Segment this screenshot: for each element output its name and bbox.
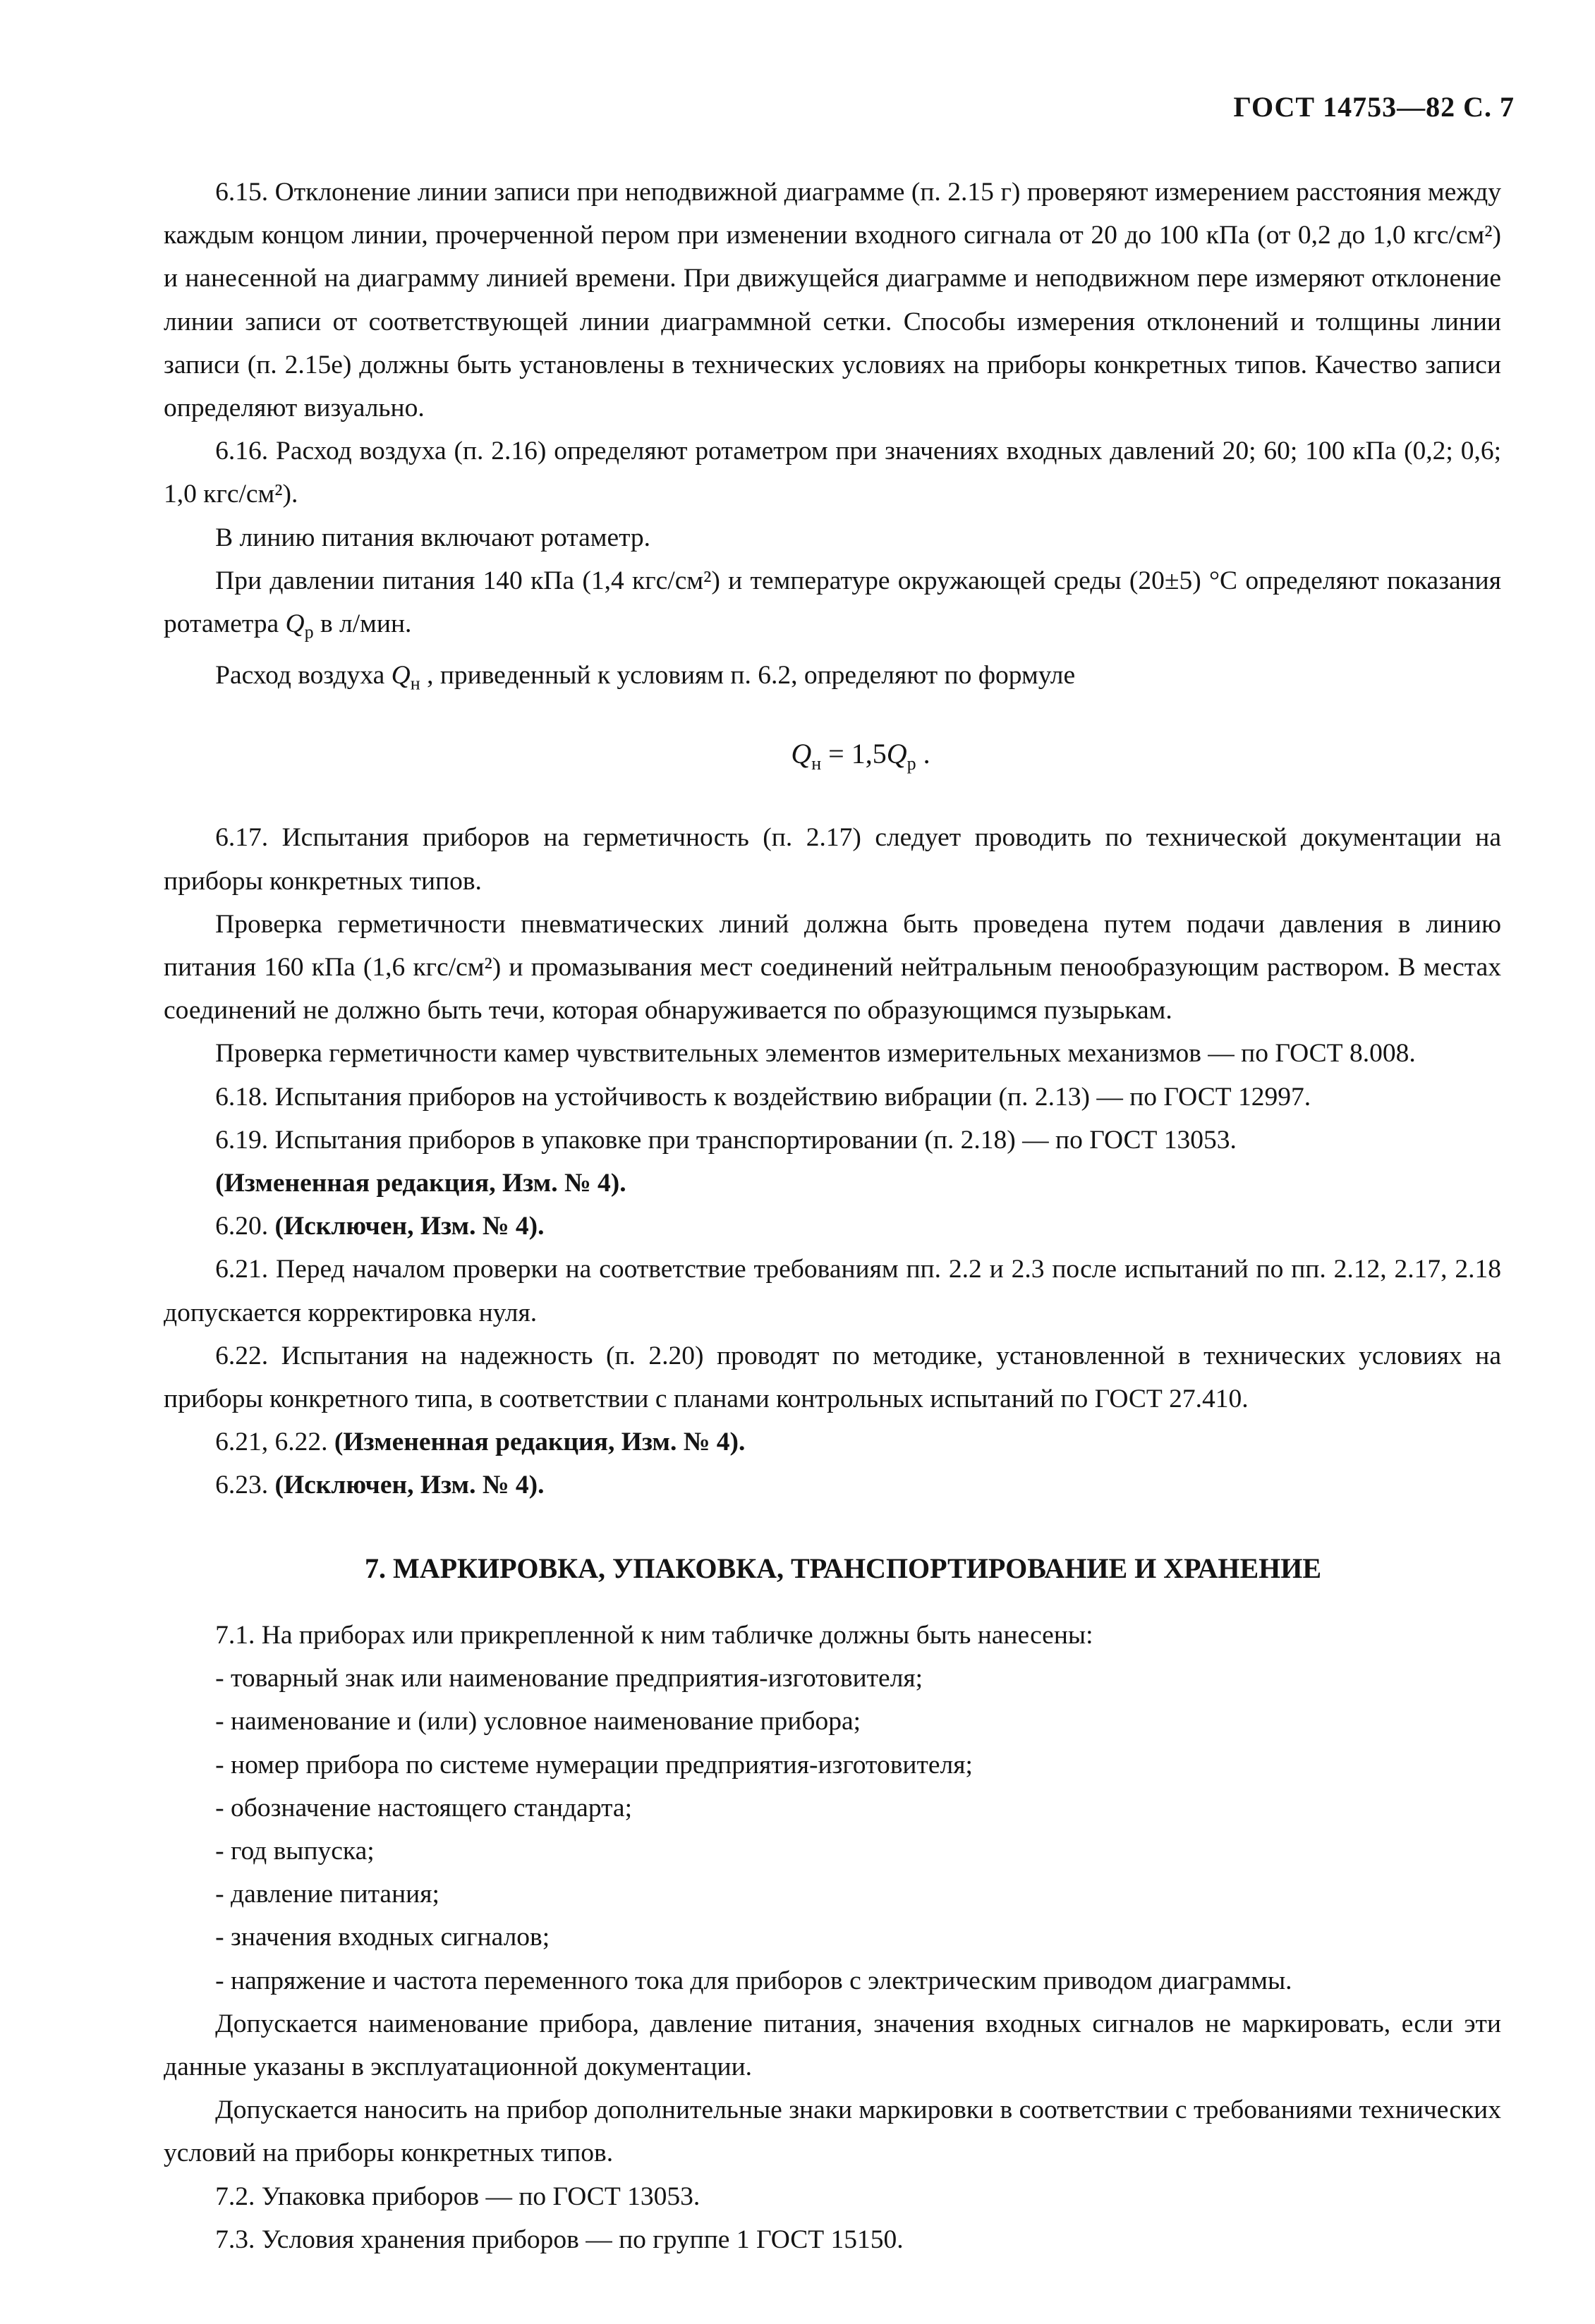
document-body: [164, 171, 1501, 2261]
amendment-6-19: [164, 1162, 1501, 1205]
amendment-text: (Исключен, Изм. № 4).: [274, 1471, 545, 1500]
page-header: ГОСТ 14753—82 С. 7: [1233, 91, 1515, 123]
var-q: Q: [391, 660, 411, 690]
paragraph-6-16: 6.16. Расход воздуха (п. 2.16) определяют ротаметром при значениях входных давлений 20; 60; 100 кПа (0,2; 0,6; 1,0 кгс/см²).: [164, 437, 1501, 509]
list-item: - давление питания;: [164, 1873, 1501, 1916]
paragraph-chamber-check: Проверка герметичности камер чувствительных элементов измерительных механизмов — по ГОСТ 8.008.: [215, 1039, 1416, 1069]
paragraph-6-22: 6.22. Испытания на надежность (п. 2.20) проводят по методике, установленной в технических условиях на приборы конкретного типа, в соответствии с планами контрольных испытаний по ГОСТ 27.410.: [164, 1341, 1501, 1414]
paragraph-flow: [164, 654, 1501, 705]
paragraph-7-2: 7.2. Упаковка приборов — по ГОСТ 13053.: [215, 2182, 701, 2211]
formula-lhs: Q: [791, 738, 812, 770]
paragraph-rotameter-line: В линию питания включают ротаметр.: [215, 523, 651, 552]
paragraph-6-17: 6.17. Испытания приборов на герметичность (п. 2.17) следует проводить по технической документации на приборы конкретных типов.: [164, 823, 1501, 896]
paragraph-6-21: 6.21. Перед началом проверки на соответствие требованиям пп. 2.2 и 2.3 после испытаний по пп. 2.12, 2.17, 2.18 допускается корректировка нуля.: [164, 1255, 1501, 1327]
paragraph-rotameter-reading: [164, 559, 1501, 654]
list-item: - номер прибора по системе нумерации предприятия-изготовителя;: [164, 1744, 1501, 1787]
formula-rhs-sub: р: [906, 753, 916, 774]
list-item: - товарный знак или наименование предприятия-изготовителя;: [164, 1657, 1501, 1700]
formula-lhs-sub: н: [811, 753, 822, 774]
paragraph-additional-marks: Допускается наносить на прибор дополнительные знаки маркировки в соответствии с требованиями технических условий на приборы конкретных типов.: [164, 2095, 1501, 2168]
subscript: н: [410, 673, 420, 694]
amendment-text: (Измененная редакция, Изм. № 4).: [215, 1169, 626, 1198]
clause-number: 6.20.: [215, 1212, 275, 1241]
subscript: р: [304, 621, 314, 643]
paragraph-7-1: 7.1. На приборах или прикрепленной к ним табличке должны быть нанесены:: [215, 1620, 1093, 1650]
var-q: Q: [285, 609, 305, 639]
list-item: - напряжение и частота переменного тока для приборов с электрическим приводом диаграммы.: [164, 1959, 1501, 2002]
paragraph-6-18: 6.18. Испытания приборов на устойчивость к воздействию вибрации (п. 2.13) — по ГОСТ 12997.: [215, 1082, 1311, 1112]
list-item: - значения входных сигналов;: [164, 1916, 1501, 1959]
text: При давлении питания 140 кПа (1,4 кгс/см²) и температуре окружающей среды (20±5) °С определяют показания ротаметра: [164, 566, 1501, 639]
paragraph-pneumatic-check: Проверка герметичности пневматических линий должна быть проведена путем подачи давления в линию питания 160 кПа (1,6 кгс/см²) и промазывания мест соединений нейтральным пенообразующим раствором. В местах соединений не должно быть течи, которая обнаруживается по образующимся пузырькам.: [164, 909, 1501, 1026]
formula-end: .: [916, 738, 930, 770]
text: в л/мин.: [313, 609, 412, 639]
paragraph-6-19: 6.19. Испытания приборов в упаковке при транспортировании (п. 2.18) — по ГОСТ 13053.: [215, 1125, 1237, 1155]
formula-rhs: Q: [886, 738, 907, 770]
clause-number: 6.23.: [215, 1471, 275, 1500]
formula-middle: = 1,5: [821, 738, 887, 770]
amendment-text: (Измененная редакция, Изм. № 4).: [334, 1428, 746, 1457]
formula: [164, 726, 1501, 792]
section-7-title: 7. МАРКИРОВКА, УПАКОВКА, ТРАНСПОРТИРОВАНИЕ И ХРАНЕНИЕ: [364, 1552, 1322, 1584]
paragraph-marking-exception: Допускается наименование прибора, давление питания, значения входных сигналов не маркировать, если эти данные указаны в эксплуатационной документации.: [164, 2009, 1501, 2081]
amendment-6-21-6-22: [164, 1420, 1501, 1464]
list-item: - обозначение настоящего стандарта;: [164, 1787, 1501, 1830]
marking-list: [164, 1657, 1501, 2002]
clause-number: 6.21, 6.22.: [215, 1428, 334, 1457]
text: , приведенный к условиям п. 6.2, определяют по формуле: [420, 660, 1076, 690]
paragraph-6-20: [164, 1205, 1501, 1248]
amendment-text: (Исключен, Изм. № 4).: [274, 1212, 545, 1241]
text: Расход воздуха: [215, 660, 392, 690]
paragraph-6-23: [164, 1464, 1501, 1507]
list-item: - год выпуска;: [164, 1830, 1501, 1873]
list-item: - наименование и (или) условное наименование прибора;: [164, 1700, 1501, 1743]
paragraph-6-15: 6.15. Отклонение линии записи при неподвижной диаграмме (п. 2.15 г) проверяют измерением расстояния между каждым концом линии, прочерченной пером при изменении входного сигнала от 20 до 100 кПа (от 0,2 до 1,0 кгс/см²) и нанесенной на диаграмму линией времени. При движущейся диаграмме и неподвижном пере измеряют отклонение линии записи от соответствующей линии диаграммной сетки. Способы измерения отклонений и толщины линии записи (п. 2.15е) должны быть установлены в технических условиях на приборы конкретных типов. Качество записи определяют визуально.: [164, 178, 1501, 423]
paragraph-7-3: 7.3. Условия хранения приборов — по группе 1 ГОСТ 15150.: [215, 2225, 904, 2254]
